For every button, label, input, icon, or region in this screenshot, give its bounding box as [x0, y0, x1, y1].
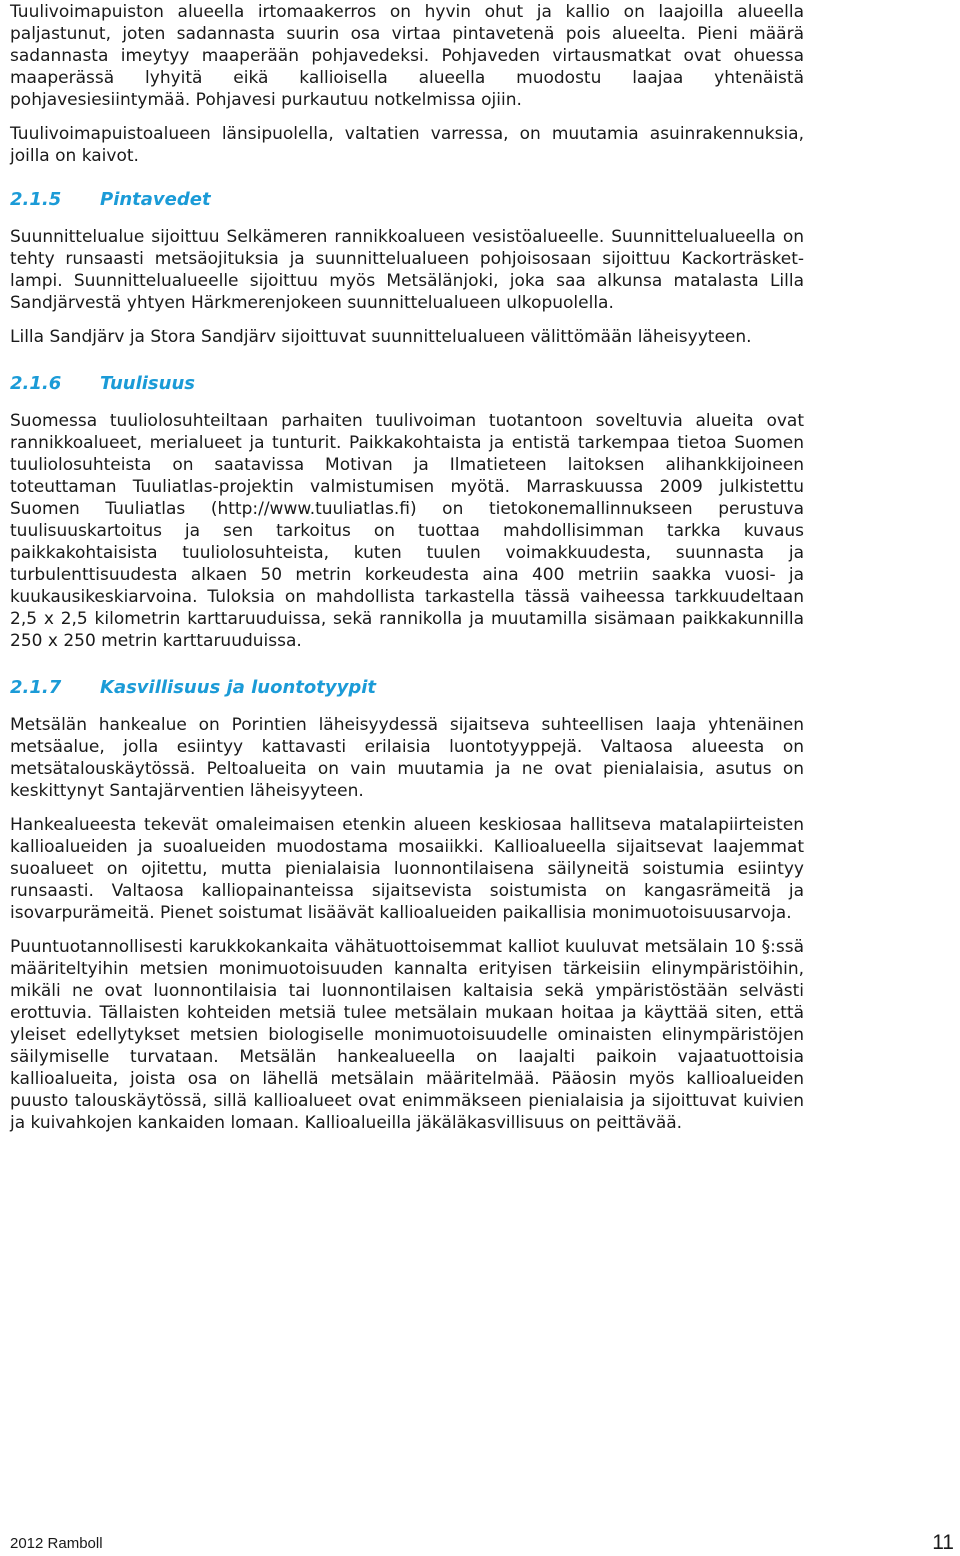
footer-copyright: 2012 Ramboll	[10, 1535, 103, 1552]
section-heading	[10, 189, 804, 211]
section-tuulisuus	[10, 373, 804, 652]
document-body	[10, 0, 804, 1134]
section-title: Kasvillisuus ja luontotyypit	[100, 677, 376, 698]
section-heading	[10, 677, 804, 699]
section-number: 2.1.7	[10, 677, 62, 698]
section-number: 2.1.5	[10, 189, 62, 210]
section-paragraph: Metsälän hankealue on Porintien läheisyydessä sijaitseva suhteellisen laaja yhtenäinen metsäalue, jolla esiintyy kattavasti erilaisia luontotyyppejä. Valtaosa alueesta on metsätalouskäytössä. Peltoalueita on vain muutamia ja ne ovat pienialaisia, asutus on keskittynyt Santajärventien läheisyyteen.	[10, 715, 804, 801]
section-pintavedet	[10, 189, 804, 348]
section-heading	[10, 373, 804, 395]
section-paragraph: Lilla Sandjärv ja Stora Sandjärv sijoittuvat suunnittelualueen välittömään läheisyyteen.	[10, 327, 752, 347]
intro-paragraph-1: Tuulivoimapuiston alueella irtomaakerros on hyvin ohut ja kallio on laajoilla alueella paljastunut, joten sadannasta suurin osa virtaa pintavetenä pois alueelta. Pieni määrä sadannasta imeytyy maaperään pohjavedeksi. Pohjaveden virtausmatkat ovat ohuessa maaperässä lyhyitä eikä kallioisella alueella muodostu laajaa yhtenäistä pohjavesiesiintymää. Pohjavesi purkautuu notkelmissa ojiin.	[10, 2, 804, 110]
section-paragraph: Puuntuotannollisesti karukkokankaita vähätuottoisemmat kalliot kuuluvat metsälain 10 §:ssä määriteltyihin metsien monimuotoisuuden kannalta erityisen tärkeisiin elinympäristöihin, mikäli ne ovat luonnontilaisia tai luonnontilaisen kaltaisia sekä ympäristöstään selvästi erottuvia. Tällaisten kohteiden metsiä tulee metsälain mukaan hoitaa ja käyttää siten, että yleiset edellytykset metsien biologiselle monimuotoisuudelle ominaisten elinympäristöjen säilymiselle turvataan. Metsälän hankealueella on laajalti paikoin vajaatuottoisia kallioalueita, joista osa on lähellä metsälain määritelmää. Pääosin myös kallioalueiden puusto talouskäytössä, sillä kallioalueet ovat enimmäkseen pienialaisia ja sijoittuvat kuivien ja kuivahkojen kankaiden lomaan. Kallioalueilla jäkäläkasvillisuus on peittävää.	[10, 937, 804, 1133]
section-title: Pintavedet	[100, 189, 211, 210]
section-paragraph: Hankealueesta tekevät omaleimaisen etenkin alueen keskiosaa hallitseva matalapiirteisten kallioalueiden ja suoalueiden muodostama mosaiikki. Kallioalueella sijaitsevat laajemmat suoalueet on ojitettu, mutta pienialaisia luonnontilaisena säilyneitä soistumia esiintyy runsaasti. Valtaosa kalliopainanteissa sijaitsevista soistumista on kangasrämeitä ja isovarpurämeitä. Pienet soistumat lisäävät kallioalueiden paikallisia monimuotoisuusarvoja.	[10, 815, 804, 923]
section-paragraph: Suomessa tuuliolosuhteiltaan parhaiten tuulivoiman tuotantoon soveltuvia alueita ovat rannikkoalueet, merialueet ja tunturit. Paikkakohtaista ja entistä tarkempaa tietoa Suomen tuuliolosuhteista on saatavissa Motivan ja Ilmatieteen laitoksen alihankkijoineen toteuttaman Tuuliatlas-projektin valmistumisen myötä. Marraskuussa 2009 julkistettu Suomen Tuuliatlas (http://www.tuuliatlas.fi) on tietokonemallinnukseen perustuva tuulisuuskartoitus ja sen tarkoitus on tuottaa mahdollisimman tarkka kuvaus paikkakohtaisista tuuliolosuhteista, kuten tuulen voimakkuudesta, suunnasta ja turbulenttisuudesta alkaen 50 metrin korkeudesta aina 400 metriin saakka vuosi- ja kuukausikeskiarvoina. Tuloksia on mahdollista tarkastella tässä vaiheessa tarkkuudeltaan 2,5 x 2,5 kilometrin karttaruuduissa, sekä rannikolla ja muutamilla sisämaan paikkakunnilla 250 x 250 metrin karttaruuduissa.	[10, 411, 804, 651]
section-number: 2.1.6	[10, 373, 62, 394]
page-number: 11	[932, 1531, 954, 1554]
intro-paragraph-2: Tuulivoimapuistoalueen länsipuolella, valtatien varressa, on muutamia asuinrakennuksia, joilla on kaivot.	[10, 124, 804, 166]
section-title: Tuulisuus	[100, 373, 195, 394]
section-kasvillisuus	[10, 677, 804, 1134]
section-paragraph: Suunnittelualue sijoittuu Selkämeren rannikkoalueen vesistöalueelle. Suunnittelualueella on tehty runsaasti metsäojituksia ja suunnittelualueen pohjoisosaan sijoittuu Kackorträsket-lampi. Suunnittelualueelle sijoittuu myös Metsälänjoki, joka saa alkunsa matalasta Lilla Sandjärvestä yhtyen Härkmerenjokeen suunnittelualueen ulkopuolella.	[10, 227, 804, 313]
